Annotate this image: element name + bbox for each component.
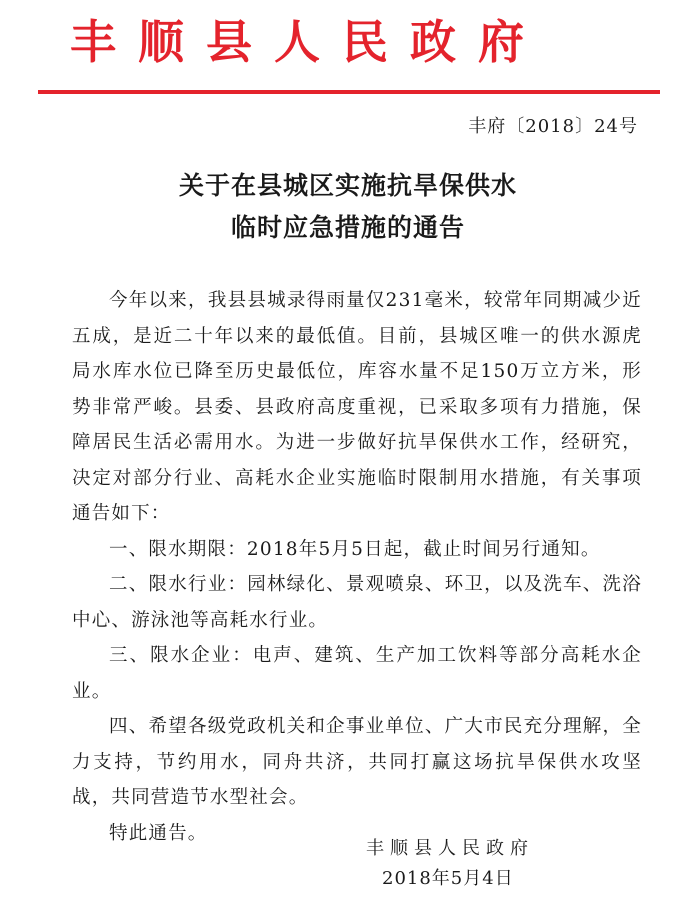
body-paragraph-item-1: 一、限水期限：2018年5月5日起，截止时间另行通知。 (109, 538, 601, 560)
body-paragraph-item-4: 四、希望各级党政机关和企事业单位、广大市民充分理解，全力支持，节约用水，同舟共济，共同打赢这场抗旱保供水攻坚战，共同营造节水型社会。 (72, 716, 642, 808)
letterhead-red-rule (38, 90, 660, 94)
signature-date: 2018年5月4日 (382, 868, 514, 889)
body-paragraph-intro: 今年以来，我县县城录得雨量仅231毫米，较常年同期减少近五成，是近二十年以来的最低值。目前，县城区唯一的供水源虎局水库水位已降至历史最低位，库容水量不足150万立方米，形势非常严峻。县委、县政府高度重视，已采取多项有力措施，保障居民生活必需用水。为进一步做好抗旱保供水工作，经研究，决定对部分行业、高耗水企业实施临时限制用水措施，有关事项通告如下： (72, 290, 642, 524)
document-number: 丰府〔2018〕24号 (468, 116, 638, 137)
signature-org: 丰顺县人民政府 (366, 838, 534, 859)
notice-title-line2: 临时应急措施的通告 (230, 213, 465, 242)
body-paragraph-item-3: 三、限水企业：电声、建筑、生产加工饮料等部分高耗水企业。 (72, 645, 642, 702)
letterhead-title: 丰顺县人民政府 (70, 15, 546, 69)
body-paragraph-item-2: 二、限水行业：园林绿化、景观喷泉、环卫，以及洗车、洗浴中心、游泳池等高耗水行业。 (72, 574, 642, 631)
body-paragraph-closing: 特此通告。 (109, 822, 208, 844)
notice-body (72, 283, 642, 851)
notice-title-line1: 关于在县城区实施抗旱保供水 (178, 171, 517, 200)
